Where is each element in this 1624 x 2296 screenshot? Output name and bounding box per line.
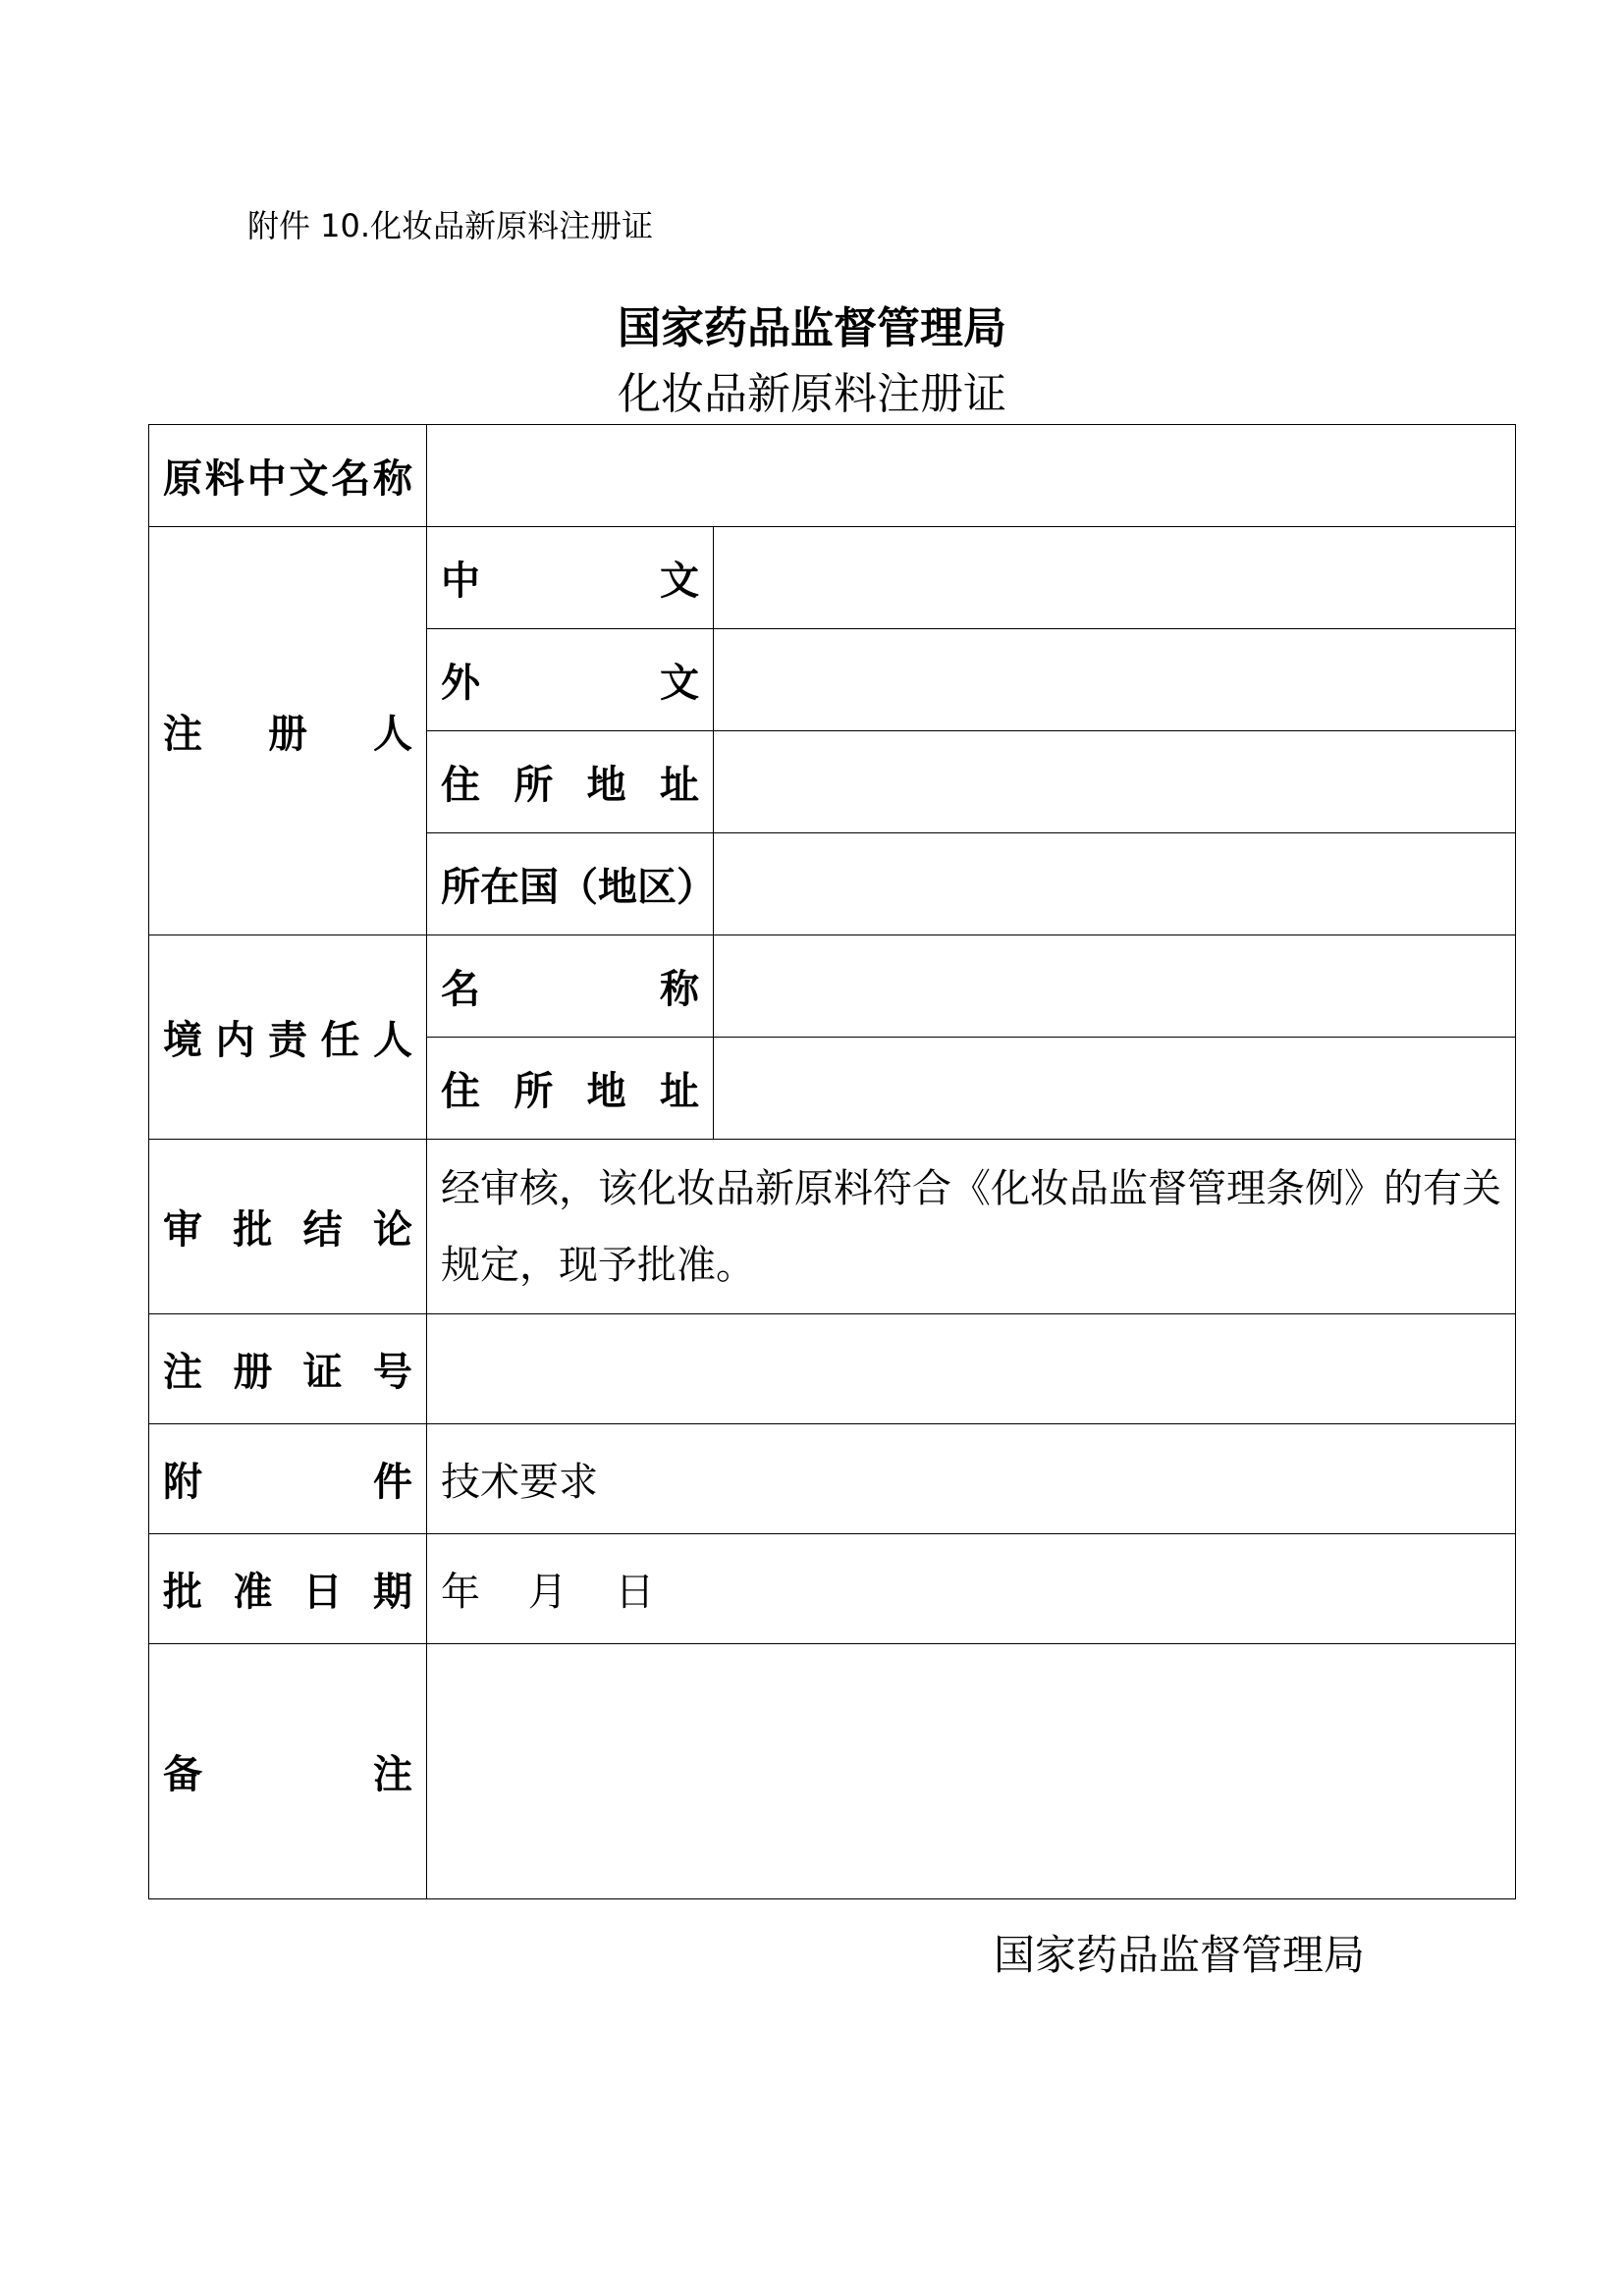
date-year: 年 <box>441 1570 480 1615</box>
certificate-table <box>148 424 1516 1899</box>
registration-number-label: 注 册 证 号 <box>149 1314 427 1424</box>
domestic-name-value[interactable] <box>714 935 1516 1038</box>
domestic-address-label: 住 所 地 址 <box>427 1038 714 1140</box>
registrant-country-value[interactable] <box>714 833 1516 935</box>
registrant-country-label: 所 在 国 （ 地 区 ） <box>427 833 714 935</box>
table-row-registration-number <box>149 1314 1516 1424</box>
registrant-chinese-label: 中 文 <box>427 527 714 629</box>
registrant-foreign-value[interactable] <box>714 629 1516 731</box>
domestic-responsible-label: 境 内 责 任 人 <box>149 935 427 1140</box>
registrant-chinese-value[interactable] <box>714 527 1516 629</box>
raw-material-name-value[interactable] <box>427 425 1516 527</box>
page-subtitle: 化妆品新原料注册证 <box>618 369 1006 419</box>
registrant-label: 注 册 人 <box>149 527 427 935</box>
approval-date-label: 批 准 日 期 <box>149 1534 427 1644</box>
attachment-label: 附件 10.化妆品新原料注册证 <box>247 207 654 244</box>
raw-material-name-label: 原 料 中 文 名 称 <box>149 425 427 527</box>
domestic-name-label: 名 称 <box>427 935 714 1038</box>
registrant-address-value[interactable] <box>714 731 1516 833</box>
domestic-address-value[interactable] <box>714 1038 1516 1140</box>
date-month: 月 <box>527 1570 568 1615</box>
table-row-approval-date <box>149 1534 1516 1644</box>
table-row-raw-material <box>149 425 1516 527</box>
approval-date-value[interactable] <box>427 1534 1516 1644</box>
issuer-signature: 国家药品监督管理局 <box>994 1931 1366 1979</box>
table-row-approval-conclusion <box>149 1140 1516 1314</box>
table-row-attachments <box>149 1424 1516 1534</box>
remarks-label: 备 注 <box>149 1644 427 1899</box>
page-title: 国家药品监督管理局 <box>618 303 1006 353</box>
date-day: 日 <box>615 1570 655 1615</box>
table-row-registrant-chinese <box>149 527 1516 629</box>
table-row-remarks <box>149 1644 1516 1899</box>
registrant-foreign-label: 外 文 <box>427 629 714 731</box>
remarks-value[interactable] <box>427 1644 1516 1899</box>
registrant-address-label: 住 所 地 址 <box>427 731 714 833</box>
approval-conclusion-text: 经审核，该化妆品新原料符合《化妆品监督管理条例》的有关规定，现予批准。 <box>427 1140 1516 1314</box>
registration-number-value[interactable] <box>427 1314 1516 1424</box>
attachments-value: 技术要求 <box>427 1424 1516 1534</box>
approval-conclusion-label: 审 批 结 论 <box>149 1140 427 1314</box>
attachments-label: 附 件 <box>149 1424 427 1534</box>
table-row-domestic-name <box>149 935 1516 1038</box>
